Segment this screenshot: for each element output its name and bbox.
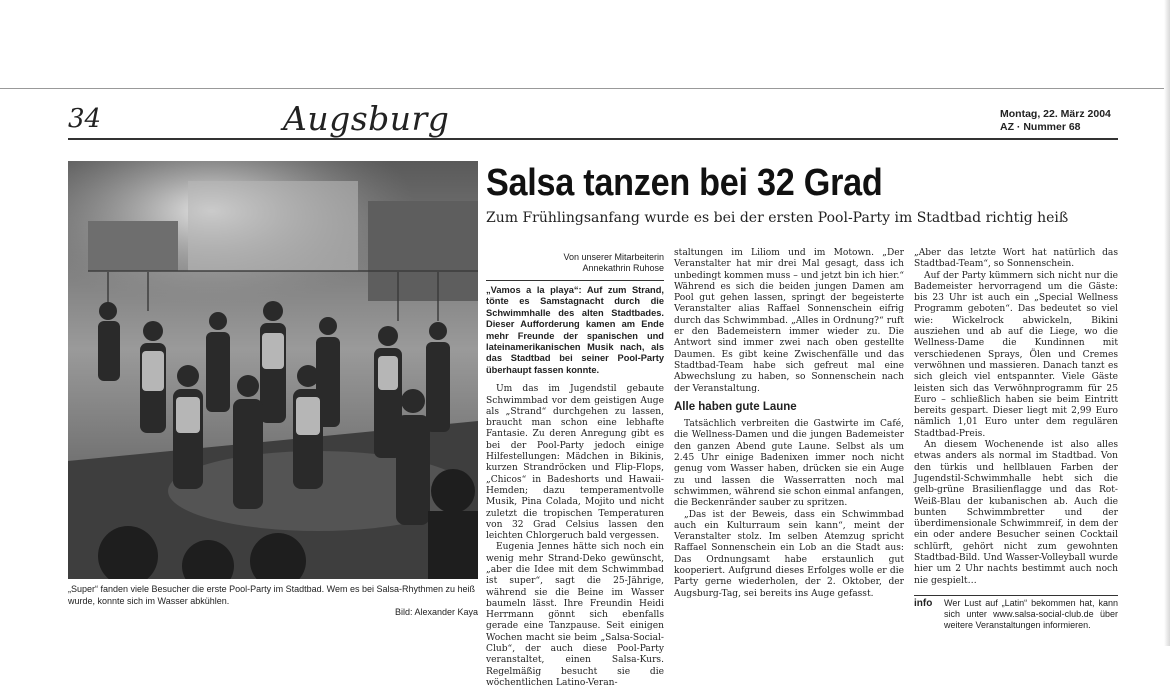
scan-top-edge: [0, 88, 1170, 89]
issue-number: AZ · Nummer 68: [1000, 121, 1081, 133]
info-text: Wer Lust auf „Latin“ bekommen hat, kann sich unter www.salsa-social-club.de über weitere Veranstaltungen informieren.: [944, 597, 1118, 630]
scan-edge-shadow: [1164, 0, 1170, 646]
body-paragraph: Auf der Party kümmern sich nicht nur die Bademeister hervorragend um die Gäste: bis 23 Uhr ist auch ein „Special Wellness Programm geboten“. Das bedeutet so viel wie: Wickelrock abwickeln, Bikini ausziehen und ab auf die Liege, wo die Wellness-Dame die Kundinnen mit verschiedenen Sprays, Ölen und Cremes verwöhnen und massieren. Danach tanzt es sich gleich viel entspannter. Viele Gäste leisten sich das Verwöhnprogramm für 25 Euro – schließlich haben sie beim Eintritt bereits gespart. Dieser liegt mit 2,99 Euro nämlich 1,01 Euro unter dem regulären Stadtbad-Preis.: [914, 270, 1118, 439]
info-label: info: [914, 597, 933, 609]
info-box: [914, 595, 1118, 631]
dateline: [1000, 108, 1120, 134]
body-paragraph: Tatsächlich verbreiten die Gastwirte im Café, die Wellness-Damen und die jungen Bademeister den ganzen Abend gute Laune. Selbst als um 2.45 Uhr einige Badenixen immer noch nicht genug vom Wasser haben, drücken sie ein Auge zu und lassen die Wasserratten noch mal schwimmen, während sie schon einmal anfangen, die Beckenränder sauber zu spritzen.: [674, 419, 904, 509]
article-column-3: [914, 248, 1118, 631]
photo-caption: [68, 584, 478, 619]
issue-date: Montag, 22. März 2004: [1000, 108, 1111, 120]
page-number: 34: [68, 104, 102, 134]
author-byline: [486, 252, 664, 274]
body-paragraph: Um das im Jugendstil gebaute Schwimmbad vor dem geistigen Auge als „Strand“ durchgehen zu lassen, braucht man schon eine lebhafte Fantasie. Zu deren Anregung gibt es bei der Pool-Party jedoch einige Hilfestellungen: Mädchen in Bikinis, kurzen Strandröcken und Flip-Flops, „Chicos“ in Badeshorts und Hawaii-Hemden; dazu temperamentvolle Musik, Pina Colada, Mojito und nicht zuletzt die tropischen Temperaturen von 32 Grad Celsius lassen den leichten Chlorgeruch bald vergessen.: [486, 384, 664, 542]
header-rule: [68, 138, 1118, 140]
photo-credit: Bild: Alexander Kaya: [394, 607, 478, 617]
subheadline: Zum Frühlingsanfang wurde es bei der ersten Pool-Party im Stadtbad richtig heiß: [486, 210, 1069, 226]
article-column-2: [674, 248, 904, 600]
headline: Salsa tanzen bei 32 Grad: [486, 162, 883, 204]
body-paragraph: „Aber das letzte Wort hat natürlich das Stadtbad-Team“, so Sonnenschein.: [914, 248, 1118, 270]
lead-paragraph: „Vamos a la playa“: Auf zum Strand, tönte es Samstagnacht durch die Schwimmhalle des alten Stadtbades. Dieser Aufforderung kamen am Ende mehr Freunde der spanischen und lateinamerikanischen Musik nach, als das Stadtbad bei seiner Pool-Party überhaupt fassen konnte.: [486, 285, 664, 375]
section-title: Augsburg: [283, 99, 450, 138]
author-line-2: Annekathrin Ruhose: [582, 263, 664, 273]
author-line-1: Von unserer Mitarbeiterin: [563, 252, 664, 262]
body-paragraph: staltungen im Liliom und im Motown. „Der Veranstalter hat mir drei Mal gesagt, dass ich unbedingt kommen muss – und jetzt bin ich hier.“ Während es sich die beiden jungen Damen am Pool gut gehen lassen, springt der begeisterte Veranstalter alias Raffael Sonnenschein eifrig durch das Schwimmbad. „Alles in Ordnung?“ ruft er den Bademeistern immer wieder zu. Die Antwort sind immer zwei nach oben gestellte Daumen. Es gibt keine Zwischenfälle und das Stadtbad-Team habe sich gefreut mal eine Abwechslung zu haben, so Sonnenschein nach der Veranstaltung.: [674, 248, 904, 394]
body-paragraph: Eugenia Jennes hätte sich noch ein wenig mehr Strand-Deko gewünscht, „aber die Idee mit dem Schwimmbad ist super“, sagt die 25-Jährige, während sie die Beine im Wasser baumeln lässt. Ihre Freundin Heidi Herrmann gönnt sich ebenfalls gerade eine Tanzpause. Seit einigen Wochen macht sie beim „Salsa-Social-Club“, der auch diese Pool-Party veranstaltet, einen Salsa-Kurs. Regelmäßig besucht sie die wöchentlichen Latino-Veran-: [486, 542, 664, 688]
body-paragraph: An diesem Wochenende ist also alles etwas anders als normal im Stadtbad. Von den türkis und hellblauen Farben der Jugendstil-Schwimmhalle hebt sich die gelb-grüne Brasilienflagge und das Rot-Weiß-Blau der kubanischen ab. Auch die bunten Schwimmbretter und der überdimensionale Schwimmreif, in dem der ein oder andere Besucher seinen Cocktail schlürft, gehört nicht zum gewohnten Stadtbad-Bild. Und Wasser-Volleyball wurde hier um 2 Uhr nachts bestimmt auch noch nie gespielt…: [914, 440, 1118, 586]
byline-rule: [486, 280, 664, 281]
photo-illustration: [68, 161, 478, 579]
caption-text: „Super“ fanden viele Besucher die erste Pool-Party im Stadtbad. Wem es bei Salsa-Rhythmen zu heiß wurde, konnte sich im Wasser abkühlen.: [68, 584, 476, 606]
article-column-1: [486, 252, 664, 689]
crosshead: Alle haben gute Laune: [674, 400, 797, 413]
body-paragraph: „Das ist der Beweis, dass ein Schwimmbad auch ein Kulturraum sein kann“, meint der Veranstalter stolz. Im selben Atemzug spricht Raffael Sonnenschein ein Lob an die Stadt aus: Das Ordnungsamt habe erstaunlich gut kooperiert. Aufgrund dieses Erfolges wolle er die Party gerne wiederholen, der 2. Oktober, der Augsburg-Tag, sei bereits ins Auge gefasst.: [674, 509, 904, 599]
article-photo: [68, 161, 478, 579]
